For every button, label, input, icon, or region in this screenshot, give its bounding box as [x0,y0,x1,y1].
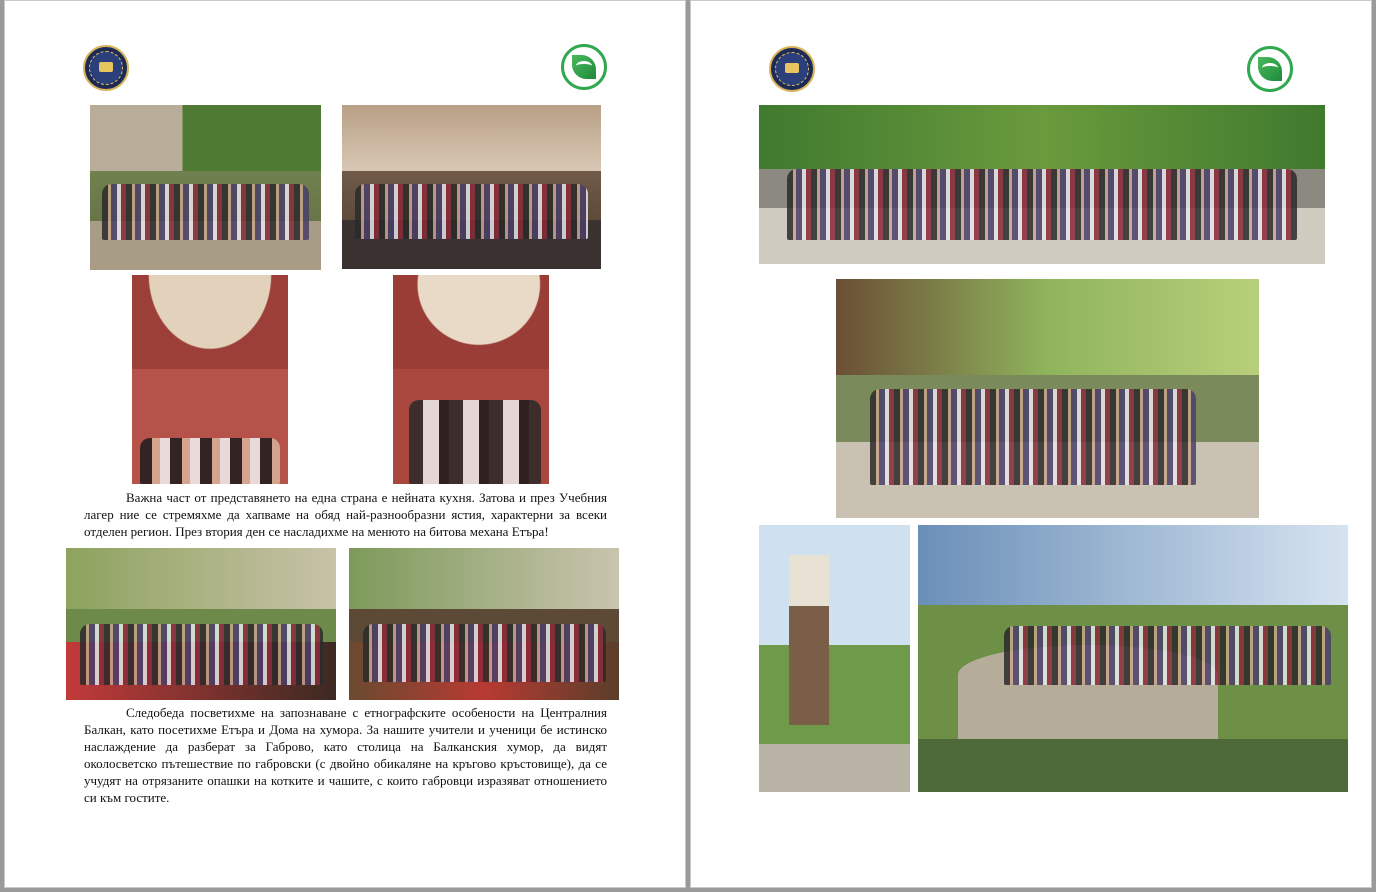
eco-logo-icon [561,44,607,90]
photo-etara-street-group [759,105,1325,264]
eco-logo-icon [1247,46,1293,92]
photo-group-cave-entrance [90,105,321,270]
photo-group-museum-hall [342,105,601,269]
photo-etara-group-portrait [836,279,1259,518]
paragraph-etara-humor-house: Следобеда посветихме на запознаване с етнографските особености на Централния Балкан, като посетихме Етъра и Дома на хумора. За нашите учители и ученици бе истинско наслаждение да разберат за Габрово, като столица на Балканския хумор, да видят околосветско пътешествие по габровски (с двойно обикаляне на кръгово кръстовище), да се учудят на отрязаните опашки на котките и чашите, с които габровци изразяват отношението си към гостите. [84,705,607,805]
photo-clock-tower [759,525,910,792]
photo-lunch-table-right [349,548,619,700]
document-page-right [690,0,1372,888]
school-logo-icon [769,46,815,92]
clock-tower-structure [789,555,829,725]
document-page-left [4,0,686,888]
photo-tomb-dome-visitors [393,275,549,484]
photo-tomb-dome-students [132,275,288,484]
school-logo-icon [83,45,129,91]
photo-bridge-group [918,525,1348,792]
photo-lunch-table-left [66,548,336,700]
paragraph-cuisine: Важна част от представянето на една страна е нейната кухня. Затова и през Учебния лагер ние се стремяхме да хапваме на обяд най-разнообразни ястия, характерни за всеки отделен регион. През втория ден се насладихме на менюто на битова механа Етъра! [84,490,607,539]
